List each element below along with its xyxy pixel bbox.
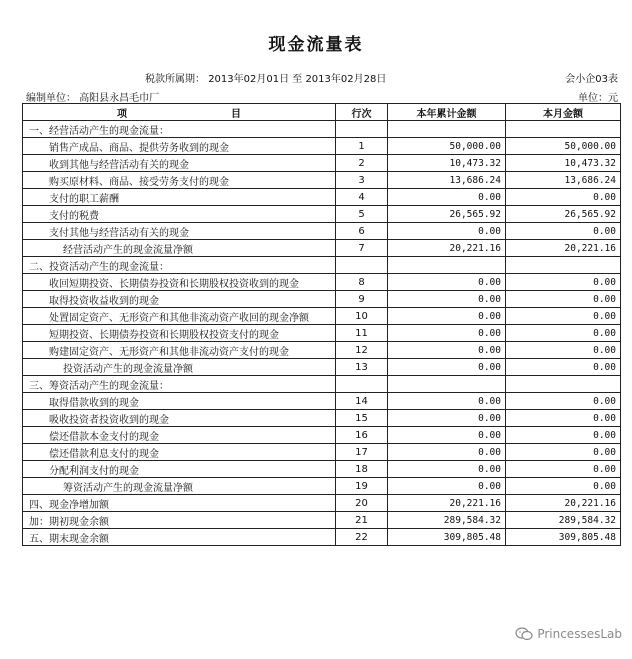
cell-line: 17 bbox=[336, 444, 388, 461]
table-row bbox=[23, 512, 621, 529]
table-row bbox=[23, 291, 621, 308]
cell-item: 三、筹资活动产生的现金流量： bbox=[23, 376, 336, 393]
cell-item: 二、投资活动产生的现金流量： bbox=[23, 257, 336, 274]
cell-month: 309,805.48 bbox=[506, 529, 621, 546]
cell-month: 20,221.16 bbox=[506, 240, 621, 257]
organization-name: 高阳县永昌毛巾厂 bbox=[79, 93, 160, 104]
cell-month bbox=[506, 376, 621, 393]
cell-item: 收回短期投资、长期债券投资和长期股权投资收到的现金 bbox=[23, 274, 336, 291]
cell-line: 10 bbox=[336, 308, 388, 325]
table-row bbox=[23, 478, 621, 495]
table-row bbox=[23, 155, 621, 172]
table-row bbox=[23, 376, 621, 393]
cell-month: 0.00 bbox=[506, 274, 621, 291]
cell-ytd: 309,805.48 bbox=[388, 529, 506, 546]
cell-line: 5 bbox=[336, 206, 388, 223]
cell-item: 取得投资收益收到的现金 bbox=[23, 291, 336, 308]
table-row bbox=[23, 138, 621, 155]
table-row bbox=[23, 393, 621, 410]
cell-ytd: 0.00 bbox=[388, 359, 506, 376]
cell-month: 20,221.16 bbox=[506, 495, 621, 512]
cell-ytd: 0.00 bbox=[388, 478, 506, 495]
table-row bbox=[23, 461, 621, 478]
cell-month: 0.00 bbox=[506, 308, 621, 325]
table-row bbox=[23, 206, 621, 223]
cell-ytd: 0.00 bbox=[388, 308, 506, 325]
cell-item: 短期投资、长期债券投资和长期股权投资支付的现金 bbox=[23, 325, 336, 342]
table-row bbox=[23, 342, 621, 359]
cell-month: 0.00 bbox=[506, 291, 621, 308]
header-ytd: 本年累计金额 bbox=[388, 104, 506, 121]
tax-period-label: 税款所属期： bbox=[145, 74, 205, 85]
table-row bbox=[23, 172, 621, 189]
cell-month: 50,000.00 bbox=[506, 138, 621, 155]
cell-item: 销售产成品、商品、提供劳务收到的现金 bbox=[23, 138, 336, 155]
table-row bbox=[23, 274, 621, 291]
cell-ytd: 0.00 bbox=[388, 427, 506, 444]
cell-ytd: 0.00 bbox=[388, 223, 506, 240]
cell-line: 12 bbox=[336, 342, 388, 359]
cell-item: 五、期末现金余额 bbox=[23, 529, 336, 546]
tax-period bbox=[145, 70, 386, 85]
cell-item: 支付其他与经营活动有关的现金 bbox=[23, 223, 336, 240]
table-row bbox=[23, 410, 621, 427]
cell-ytd: 289,584.32 bbox=[388, 512, 506, 529]
cell-line: 4 bbox=[336, 189, 388, 206]
cell-item: 偿还借款利息支付的现金 bbox=[23, 444, 336, 461]
cell-month: 0.00 bbox=[506, 444, 621, 461]
cell-ytd: 0.00 bbox=[388, 325, 506, 342]
cell-month bbox=[506, 257, 621, 274]
cell-ytd: 0.00 bbox=[388, 342, 506, 359]
cell-item: 支付的职工薪酬 bbox=[23, 189, 336, 206]
cell-item: 四、现金净增加额 bbox=[23, 495, 336, 512]
cell-item: 吸收投资者投资收到的现金 bbox=[23, 410, 336, 427]
cell-item: 支付的税费 bbox=[23, 206, 336, 223]
table-row bbox=[23, 223, 621, 240]
table-row bbox=[23, 257, 621, 274]
cell-line: 18 bbox=[336, 461, 388, 478]
cell-item: 购建固定资产、无形资产和其他非流动资产支付的现金 bbox=[23, 342, 336, 359]
table-row bbox=[23, 529, 621, 546]
cell-ytd: 20,221.16 bbox=[388, 495, 506, 512]
cell-month: 0.00 bbox=[506, 325, 621, 342]
cell-line: 11 bbox=[336, 325, 388, 342]
cell-line: 19 bbox=[336, 478, 388, 495]
cell-item: 收到其他与经营活动有关的现金 bbox=[23, 155, 336, 172]
cell-ytd bbox=[388, 376, 506, 393]
table-row bbox=[23, 308, 621, 325]
cell-item: 投资活动产生的现金流量净额 bbox=[23, 359, 336, 376]
cell-ytd: 0.00 bbox=[388, 410, 506, 427]
cell-ytd: 50,000.00 bbox=[388, 138, 506, 155]
cell-month: 0.00 bbox=[506, 478, 621, 495]
tax-period-value: 2013年02月01日 至 2013年02月28日 bbox=[208, 74, 387, 85]
cell-item: 筹资活动产生的现金流量净额 bbox=[23, 478, 336, 495]
cell-item: 分配利润支付的现金 bbox=[23, 461, 336, 478]
cash-flow-table bbox=[22, 103, 621, 546]
cell-month: 0.00 bbox=[506, 427, 621, 444]
cell-line: 15 bbox=[336, 410, 388, 427]
cell-line: 2 bbox=[336, 155, 388, 172]
cell-line bbox=[336, 121, 388, 138]
currency-unit: 单位：元 bbox=[578, 93, 618, 104]
report-title: 现金流量表 bbox=[268, 35, 364, 55]
cell-line: 7 bbox=[336, 240, 388, 257]
cell-line bbox=[336, 257, 388, 274]
cell-line: 9 bbox=[336, 291, 388, 308]
table-row bbox=[23, 240, 621, 257]
cell-line: 13 bbox=[336, 359, 388, 376]
cell-item: 购买原材料、商品、接受劳务支付的现金 bbox=[23, 172, 336, 189]
watermark bbox=[515, 627, 622, 641]
header-item: 项 目 bbox=[23, 104, 336, 121]
header-month: 本月金额 bbox=[506, 104, 621, 121]
organization bbox=[26, 89, 159, 104]
cell-month bbox=[506, 121, 621, 138]
cell-line: 6 bbox=[336, 223, 388, 240]
header-line: 行次 bbox=[336, 104, 388, 121]
cell-ytd: 0.00 bbox=[388, 444, 506, 461]
cell-month: 0.00 bbox=[506, 461, 621, 478]
cell-ytd: 20,221.16 bbox=[388, 240, 506, 257]
table-row bbox=[23, 444, 621, 461]
cell-item: 偿还借款本金支付的现金 bbox=[23, 427, 336, 444]
cell-line: 21 bbox=[336, 512, 388, 529]
cell-line bbox=[336, 376, 388, 393]
cell-item: 一、经营活动产生的现金流量： bbox=[23, 121, 336, 138]
table-row bbox=[23, 121, 621, 138]
cell-month: 0.00 bbox=[506, 189, 621, 206]
form-number: 会小企03表 bbox=[565, 74, 618, 85]
cell-month: 289,584.32 bbox=[506, 512, 621, 529]
cell-month: 0.00 bbox=[506, 342, 621, 359]
cell-line: 8 bbox=[336, 274, 388, 291]
cell-ytd: 13,686.24 bbox=[388, 172, 506, 189]
organization-label: 编制单位： bbox=[26, 93, 76, 104]
cell-line: 20 bbox=[336, 495, 388, 512]
table-header-row bbox=[23, 104, 621, 121]
table-row bbox=[23, 427, 621, 444]
watermark-text: PrincessesLab bbox=[537, 627, 622, 641]
cell-month: 0.00 bbox=[506, 223, 621, 240]
cell-month: 0.00 bbox=[506, 410, 621, 427]
table-row bbox=[23, 189, 621, 206]
cell-ytd: 0.00 bbox=[388, 291, 506, 308]
cell-item: 取得借款收到的现金 bbox=[23, 393, 336, 410]
cell-line: 16 bbox=[336, 427, 388, 444]
cell-line: 22 bbox=[336, 529, 388, 546]
cell-ytd: 0.00 bbox=[388, 274, 506, 291]
cell-ytd bbox=[388, 121, 506, 138]
cell-month: 13,686.24 bbox=[506, 172, 621, 189]
cell-item: 处置固定资产、无形资产和其他非流动资产收回的现金净额 bbox=[23, 308, 336, 325]
cell-line: 3 bbox=[336, 172, 388, 189]
cell-month: 26,565.92 bbox=[506, 206, 621, 223]
cell-line: 1 bbox=[336, 138, 388, 155]
table-row bbox=[23, 359, 621, 376]
cell-line: 14 bbox=[336, 393, 388, 410]
cell-ytd: 10,473.32 bbox=[388, 155, 506, 172]
wechat-icon bbox=[515, 627, 533, 641]
cell-month: 0.00 bbox=[506, 359, 621, 376]
cell-ytd: 0.00 bbox=[388, 393, 506, 410]
cell-ytd: 26,565.92 bbox=[388, 206, 506, 223]
table-row bbox=[23, 325, 621, 342]
cell-ytd: 0.00 bbox=[388, 189, 506, 206]
cell-month: 10,473.32 bbox=[506, 155, 621, 172]
cell-item: 加：期初现金余额 bbox=[23, 512, 336, 529]
table-body bbox=[23, 121, 621, 546]
cell-month: 0.00 bbox=[506, 393, 621, 410]
cell-ytd bbox=[388, 257, 506, 274]
table-row bbox=[23, 495, 621, 512]
cell-item: 经营活动产生的现金流量净额 bbox=[23, 240, 336, 257]
cell-ytd: 0.00 bbox=[388, 461, 506, 478]
